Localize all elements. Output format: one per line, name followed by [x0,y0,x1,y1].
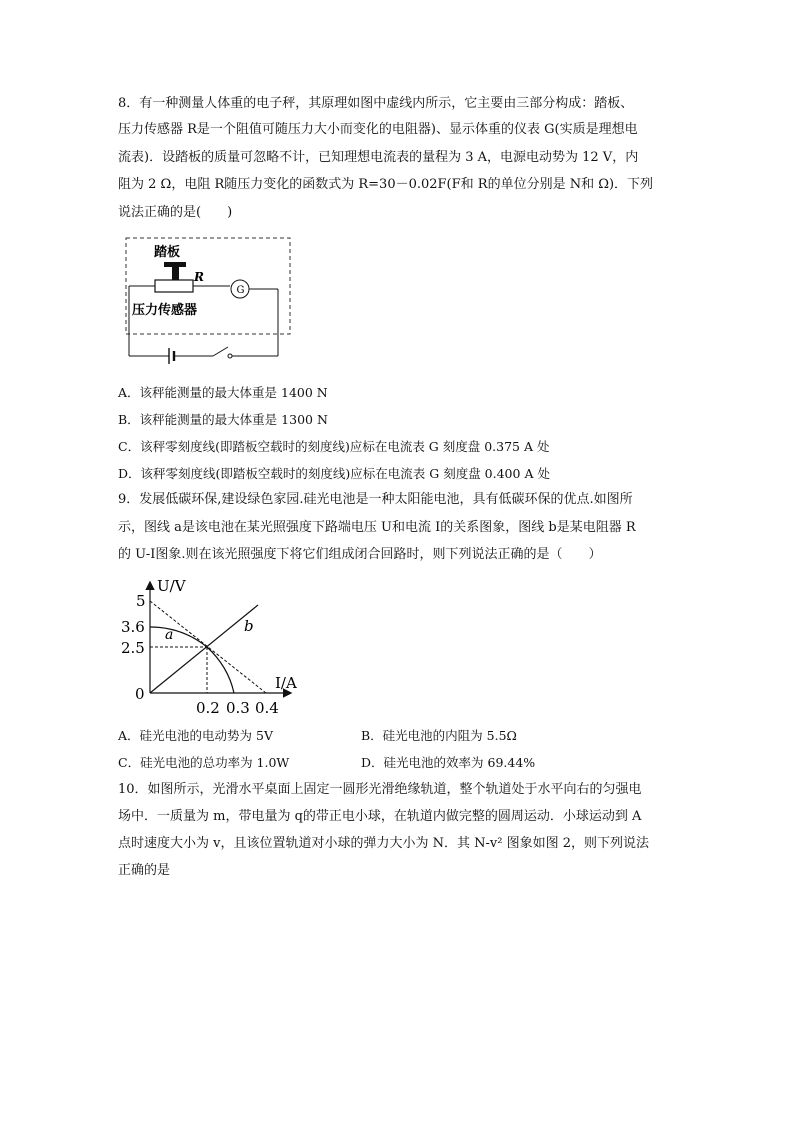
origin-label: 0 [135,685,145,703]
q9-option-a: A．硅光电池的电动势为 5V [118,728,273,743]
switch-blade [213,347,228,356]
q10-line-3: 点时速度大小为 v，且该位置轨道对小球的弹力大小为 N．其 N-v² 图象如图 2，则下列说法 [118,836,649,851]
y-axis-label: U/V [157,577,186,595]
q9-line-1: 9．发展低碳环保,建设绿色家园.硅光电池是一种太阳能电池，具有低碳环保的优点.如图所 [118,492,633,507]
q9-option-c: C．硅光电池的总功率为 1.0W [118,755,290,770]
galvanometer-label: G [236,285,245,296]
y-tick-5: 5 [136,592,146,610]
line-b [150,605,258,693]
ui-graph [112,575,312,717]
q10-line-4: 正确的是 [118,863,171,878]
q8-line-3: 流表)．设踏板的质量可忽略不计，已知理想电流表的量程为 3 A，电源电动势为 12 V，内 [118,150,639,165]
q9-line-2: 示，图线 a是该电池在某光照强度下路端电压 U和电流 I的关系图象，图线 b是某电阻器 R [118,520,636,535]
x-tick-0-4: 0.4 [255,699,279,717]
q10-line-2: 场中．一质量为 m，带电量为 q的带正电小球，在轨道内做完整的圆周运动．小球运动到 A [118,809,642,824]
q9-option-b: B．硅光电池的内阻为 5.5Ω [361,728,517,743]
pedal-plate [164,262,186,267]
x-tick-0-2: 0.2 [196,699,220,717]
q8-option-a: A．该秤能测量的最大体重是 1400 N [118,385,328,400]
switch-contact [228,354,232,358]
x-axis-label: I/A [275,674,297,692]
y-tick-2-5: 2.5 [121,639,145,657]
q8-line-2: 压力传感器 R是一个阻值可随压力大小而变化的电阻器)、显示体重的仪表 G(实质是理想电 [118,122,638,137]
scale-circuit-diagram [118,232,298,367]
r-label: R [194,270,204,284]
x-tick-0-3: 0.3 [226,699,250,717]
pressure-sensor-label: 压力传感器 [132,303,198,318]
q8-option-d: D．该秤零刻度线(即踏板空载时的刻度线)应标在电流表 G 刻度盘 0.400 A 处 [118,466,550,481]
q8-line-4: 阻为 2 Ω，电阻 R随压力变化的函数式为 R=30－0.02F(F和 R的单位分别是 N和 Ω)．下列 [118,177,654,192]
line-b-label: b [244,617,254,635]
q8-option-c: C．该秤零刻度线(即踏板空载时的刻度线)应标在电流表 G 刻度盘 0.375 A 处 [118,439,550,454]
q9-option-d: D．硅光电池的效率为 69.44% [361,755,536,770]
q10-line-1: 10．如图所示，光滑水平桌面上固定一圆形光滑绝缘轨道，整个轨道处于水平向右的匀强电 [118,782,642,797]
pressure-sensor-resistor [155,280,193,292]
curve-a-label: a [165,627,174,643]
q8-option-b: B．该秤能测量的最大体重是 1300 N [118,412,328,427]
pedal-label: 踏板 [154,245,181,260]
q8-line-5: 说法正确的是( ) [118,205,233,220]
y-tick-3-6: 3.6 [121,618,145,636]
q8-line-1: 8．有一种测量人体重的电子秤，其原理如图中虚线内所示，它主要由三部分构成：踏板、 [118,96,634,111]
q9-line-3: 的 U-I图象.则在该光照强度下将它们组成闭合回路时，则下列说法正确的是（ ） [118,547,602,562]
pedal-stem [172,267,179,280]
